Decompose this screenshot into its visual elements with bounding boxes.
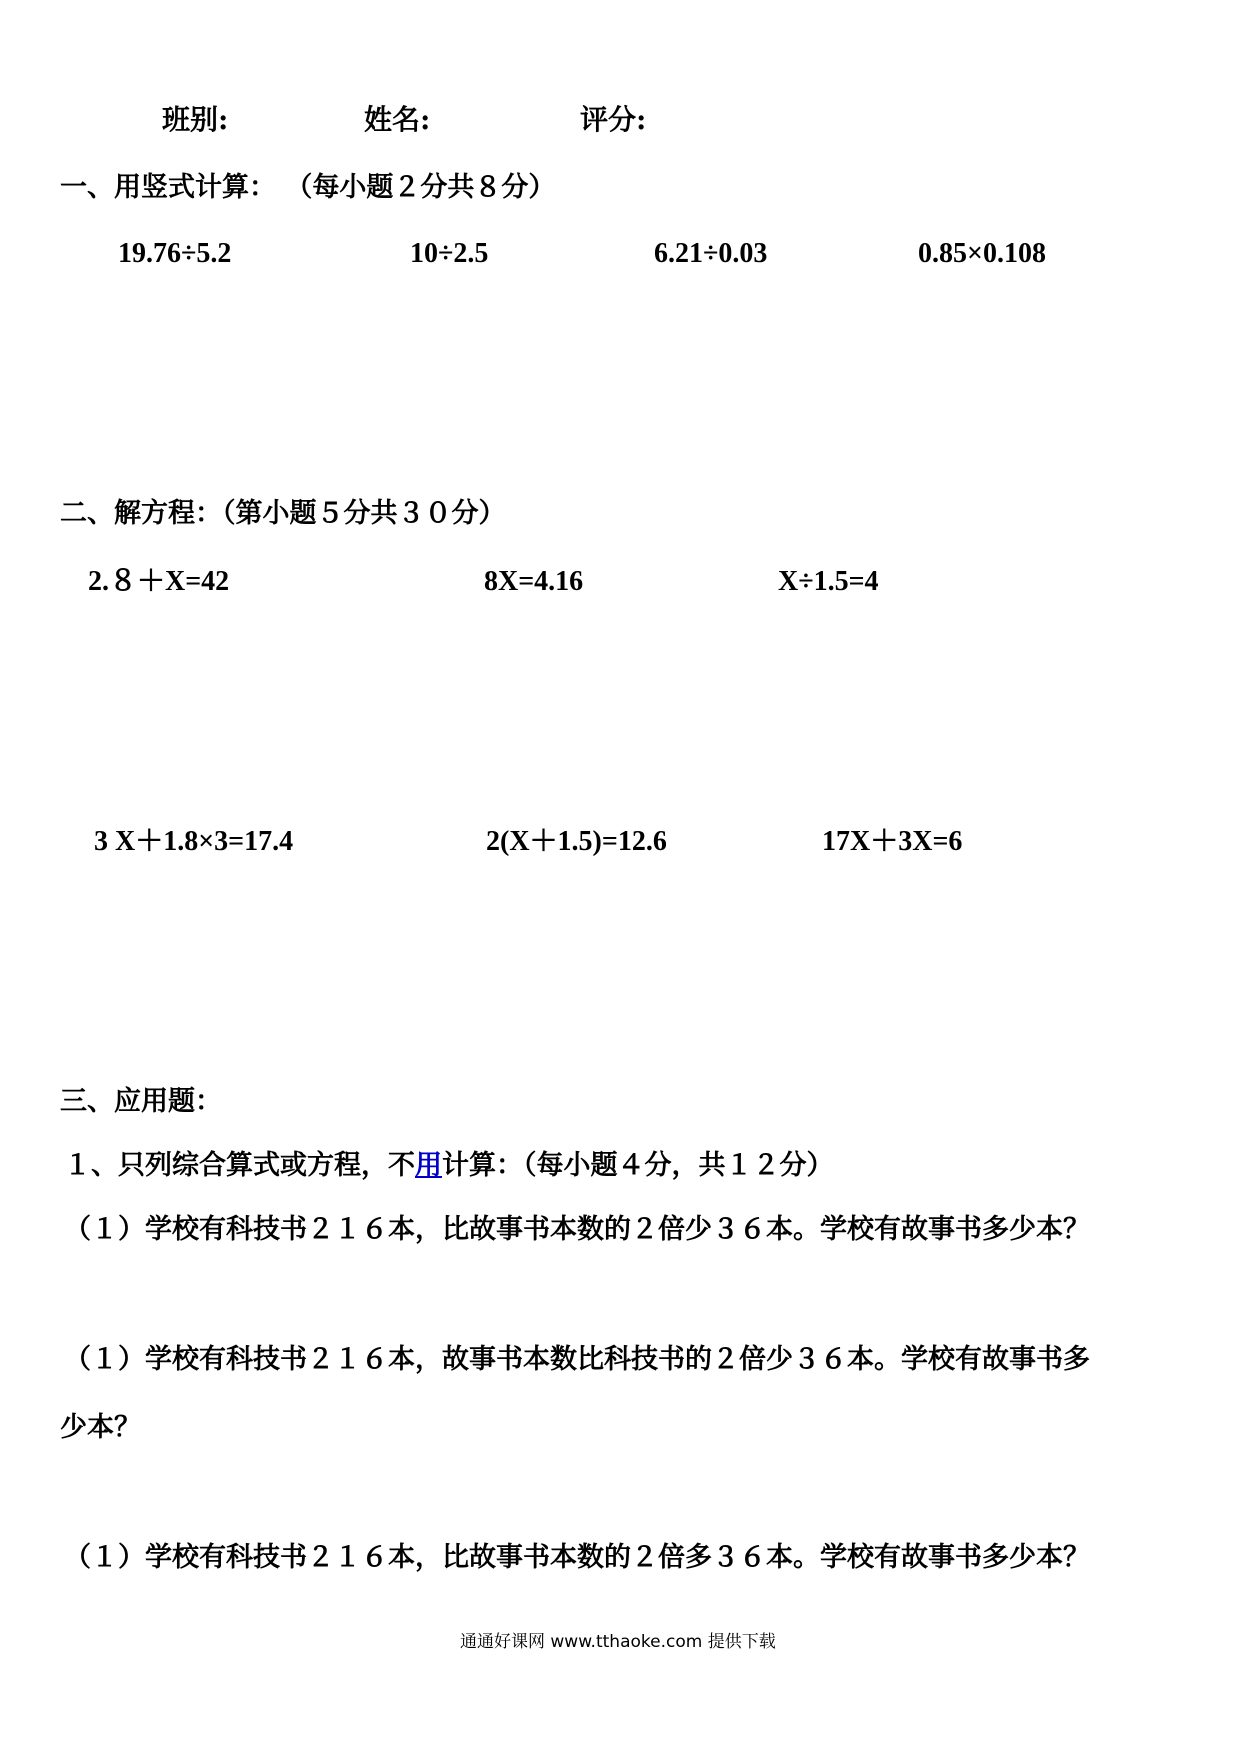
instructions-suffix: 计算：（每小题４分，共１２分） <box>442 1150 834 1181</box>
calc-problem-4: 0.85×0.108 <box>918 238 1046 269</box>
calc-problem-1: 19.76÷5.2 <box>118 238 232 269</box>
word-problem-1: （１）学校有科技书２１６本，比故事书本数的２倍少３６本。学校有故事书多少本？ <box>64 1214 1090 1245</box>
class-label: 班别: <box>162 103 229 136</box>
equation-5: 2(X＋1.5)=12.6 <box>486 826 667 857</box>
word-problem-2-line1: （１）学校有科技书２１６本，故事书本数比科技书的２倍少３６本。学校有故事书多 <box>64 1344 1090 1375</box>
name-label: 姓名: <box>364 103 431 136</box>
section2-title: 二、解方程：（第小题５分共３０分） <box>60 498 506 529</box>
instructions-prefix: １、只列综合算式或方程，不 <box>64 1150 415 1181</box>
calc-problem-2: 10÷2.5 <box>410 238 489 269</box>
word-problem-3: （１）学校有科技书２１６本，比故事书本数的２倍多３６本。学校有故事书多少本？ <box>64 1542 1090 1573</box>
instructions-link[interactable]: 用 <box>415 1150 442 1181</box>
score-label: 评分: <box>580 103 647 136</box>
section3-title: 三、应用题： <box>60 1086 222 1117</box>
word-problem-instructions <box>64 1152 834 1179</box>
equation-3: X÷1.5=4 <box>778 566 879 597</box>
section1-title: 一、用竖式计算： （每小题２分共８分） <box>60 172 556 203</box>
equation-2: 8X=4.16 <box>484 566 584 597</box>
equation-6: 17X＋3X=6 <box>822 826 963 857</box>
word-problem-2-line2: 少本？ <box>60 1412 141 1443</box>
equation-1: 2.８＋X=42 <box>88 566 230 597</box>
equation-4: 3 X＋1.8×3=17.4 <box>94 826 294 857</box>
footer-text: 通通好课网 www.tthaoke.com 提供下载 <box>460 1632 776 1652</box>
calc-problem-3: 6.21÷0.03 <box>654 238 768 269</box>
